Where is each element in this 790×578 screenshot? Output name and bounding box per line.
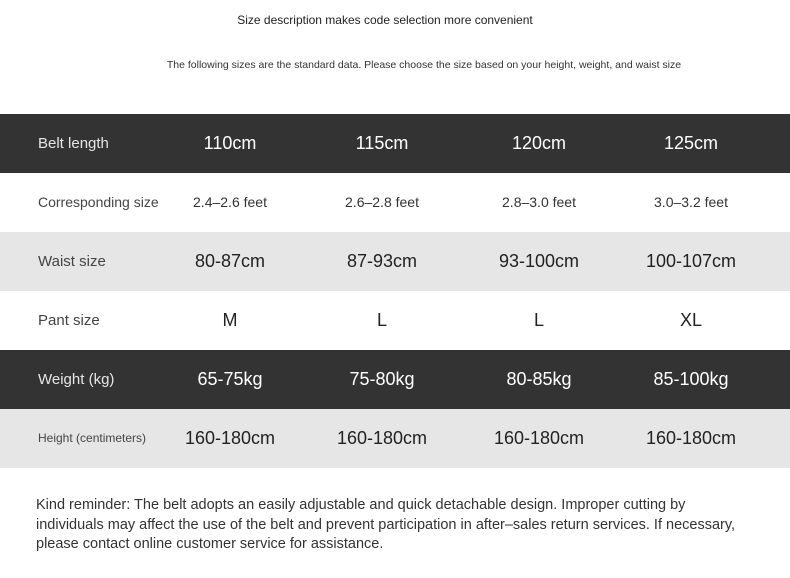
table-cell: 160-180cm xyxy=(645,428,737,448)
table-cell: XL xyxy=(679,310,703,330)
table-cell: 2.4–2.6 feet xyxy=(193,194,267,210)
row-label: Weight (kg) xyxy=(38,371,115,388)
table-cell: 2.8–3.0 feet xyxy=(502,194,576,210)
table-cell: L xyxy=(376,310,387,330)
table-cell: 87-93cm xyxy=(346,251,418,271)
table-row-weight xyxy=(0,350,790,409)
table-cell: 75-80kg xyxy=(349,369,415,389)
row-label: Height (centimeters) xyxy=(38,431,147,445)
table-cell: 65-75kg xyxy=(197,369,263,389)
row-label: Belt length xyxy=(38,135,109,152)
table-row-height xyxy=(0,409,790,468)
table-cell: L xyxy=(533,310,544,330)
table-cell: 2.6–2.8 feet xyxy=(345,194,419,210)
table-row-belt-length xyxy=(0,114,790,173)
table-cell: 3.0–3.2 feet xyxy=(654,194,728,210)
size-table xyxy=(0,114,790,468)
table-cell: 115cm xyxy=(355,133,409,153)
page-title: Size description makes code selection more convenient xyxy=(237,13,533,27)
table-cell: M xyxy=(222,310,238,330)
row-label: Corresponding size xyxy=(38,194,159,210)
table-cell: 160-180cm xyxy=(184,428,276,448)
table-cell: 93-100cm xyxy=(498,251,580,271)
table-cell: 125cm xyxy=(663,133,719,153)
table-cell: 85-100kg xyxy=(653,369,729,389)
table-row-pant-size xyxy=(0,291,790,350)
table-row-waist-size xyxy=(0,232,790,291)
table-cell: 110cm xyxy=(203,133,257,153)
table-cell: 160-180cm xyxy=(336,428,428,448)
table-cell: 120cm xyxy=(511,133,567,153)
page-subtitle: The following sizes are the standard data. Please choose the size based on your height, weight, and waist size xyxy=(166,59,682,71)
table-cell: 80-85kg xyxy=(506,369,572,389)
row-label: Waist size xyxy=(38,253,106,270)
table-cell: 100-107cm xyxy=(645,251,737,271)
table-cell: 80-87cm xyxy=(194,251,266,271)
table-cell: 160-180cm xyxy=(493,428,585,448)
kind-reminder-text: Kind reminder: The belt adopts an easily adjustable and quick detachable design. Improper cutting by individuals may affect the use of the belt and prevent participation in after–sales return services. If necessary, please contact online customer service for assistance. xyxy=(36,497,736,552)
table-row-corresponding-size xyxy=(0,173,790,232)
row-label: Pant size xyxy=(38,312,100,329)
